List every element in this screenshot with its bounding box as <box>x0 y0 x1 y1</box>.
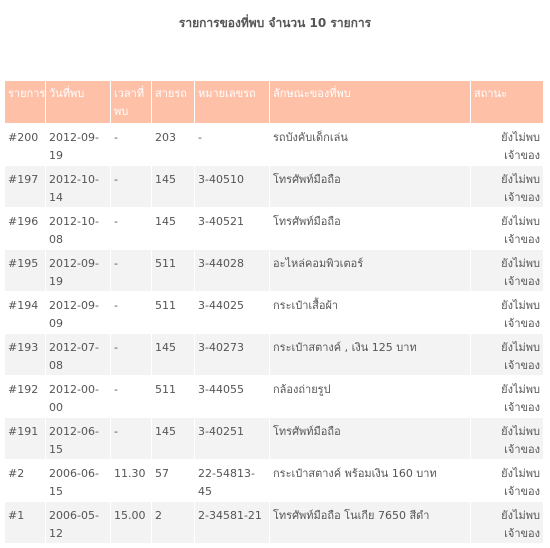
cell-time: 15.00 <box>111 502 151 543</box>
cell-line: 145 <box>152 208 194 249</box>
cell-time: 11.30 <box>111 460 151 501</box>
table-row <box>5 292 543 333</box>
cell-bus: 22-54813-45 <box>195 460 269 501</box>
cell-id: #194 <box>5 292 45 333</box>
page-title: รายการของที่พบ จำนวน 10 รายการ <box>178 16 372 30</box>
cell-line: 145 <box>152 334 194 375</box>
column-header-line: สายรถ <box>152 81 194 123</box>
cell-date: 2012-09-19 <box>46 250 110 291</box>
table-row <box>5 166 543 207</box>
found-items-table <box>4 80 544 544</box>
cell-time: - <box>111 166 151 207</box>
cell-bus: 3-40510 <box>195 166 269 207</box>
cell-time: - <box>111 250 151 291</box>
table-header-row <box>5 81 543 123</box>
cell-description: กระเป๋าเสื้อผ้า <box>270 292 470 333</box>
cell-bus: 3-40273 <box>195 334 269 375</box>
cell-description: กระเป๋าสตางค์ พร้อมเงิน 160 บาท <box>270 460 470 501</box>
cell-bus: 3-44028 <box>195 250 269 291</box>
cell-id: #193 <box>5 334 45 375</box>
cell-status: ยังไม่พบเจ้าของ <box>471 376 543 417</box>
cell-time: - <box>111 334 151 375</box>
table-row <box>5 124 543 165</box>
cell-id: #200 <box>5 124 45 165</box>
cell-date: 2012-07-08 <box>46 334 110 375</box>
cell-status: ยังไม่พบเจ้าของ <box>471 208 543 249</box>
column-header-date: วันที่พบ <box>46 81 110 123</box>
cell-id: #196 <box>5 208 45 249</box>
cell-time: - <box>111 418 151 459</box>
cell-date: 2012-09-19 <box>46 124 110 165</box>
cell-description: โทรศัพท์มือถือ <box>270 208 470 249</box>
cell-line: 145 <box>152 418 194 459</box>
table-row <box>5 376 543 417</box>
cell-time: - <box>111 124 151 165</box>
cell-line: 203 <box>152 124 194 165</box>
cell-bus: 3-44025 <box>195 292 269 333</box>
cell-time: - <box>111 376 151 417</box>
cell-description: กระเป๋าสตางค์ , เงิน 125 บาท <box>270 334 470 375</box>
cell-status: ยังไม่พบเจ้าของ <box>471 334 543 375</box>
cell-id: #191 <box>5 418 45 459</box>
cell-description: กล้องถ่ายรูป <box>270 376 470 417</box>
cell-line: 2 <box>152 502 194 543</box>
cell-date: 2012-06-15 <box>46 418 110 459</box>
column-header-time: เวลาที่พบ <box>111 81 151 123</box>
cell-date: 2012-10-14 <box>46 166 110 207</box>
cell-description: อะไหล่คอมพิวเตอร์ <box>270 250 470 291</box>
table-row <box>5 334 543 375</box>
cell-date: 2012-10-08 <box>46 208 110 249</box>
cell-line: 57 <box>152 460 194 501</box>
cell-date: 2012-00-00 <box>46 376 110 417</box>
cell-status: ยังไม่พบเจ้าของ <box>471 250 543 291</box>
cell-status: ยังไม่พบเจ้าของ <box>471 502 543 543</box>
cell-id: #197 <box>5 166 45 207</box>
cell-bus: 3-44055 <box>195 376 269 417</box>
cell-description: โทรศัพท์มือถือ <box>270 166 470 207</box>
table-row <box>5 250 543 291</box>
cell-time: - <box>111 208 151 249</box>
column-header-bus-number: หมายเลขรถ <box>195 81 269 123</box>
cell-bus: 3-40521 <box>195 208 269 249</box>
cell-id: #1 <box>5 502 45 543</box>
table-row <box>5 502 543 543</box>
table-row <box>5 418 543 459</box>
column-header-status: สถานะ <box>471 81 543 123</box>
cell-description: โทรศัพท์มือถือ โนเกีย 7650 สีดำ <box>270 502 470 543</box>
cell-status: ยังไม่พบเจ้าของ <box>471 460 543 501</box>
cell-bus: - <box>195 124 269 165</box>
cell-id: #2 <box>5 460 45 501</box>
cell-id: #195 <box>5 250 45 291</box>
table-row <box>5 460 543 501</box>
cell-line: 145 <box>152 166 194 207</box>
cell-time: - <box>111 292 151 333</box>
cell-status: ยังไม่พบเจ้าของ <box>471 292 543 333</box>
column-header-item: รายการ <box>5 81 45 123</box>
cell-line: 511 <box>152 376 194 417</box>
cell-date: 2012-09-09 <box>46 292 110 333</box>
cell-bus: 3-40251 <box>195 418 269 459</box>
cell-date: 2006-05-12 <box>46 502 110 543</box>
cell-id: #192 <box>5 376 45 417</box>
cell-status: ยังไม่พบเจ้าของ <box>471 418 543 459</box>
cell-bus: 2-34581-21 <box>195 502 269 543</box>
cell-line: 511 <box>152 250 194 291</box>
table-row <box>5 208 543 249</box>
cell-status: ยังไม่พบเจ้าของ <box>471 124 543 165</box>
column-header-description: ลักษณะของที่พบ <box>270 81 470 123</box>
cell-description: โทรศัพท์มือถือ <box>270 418 470 459</box>
cell-line: 511 <box>152 292 194 333</box>
cell-description: รถบังคับเด็กเล่น <box>270 124 470 165</box>
cell-date: 2006-06-15 <box>46 460 110 501</box>
cell-status: ยังไม่พบเจ้าของ <box>471 166 543 207</box>
